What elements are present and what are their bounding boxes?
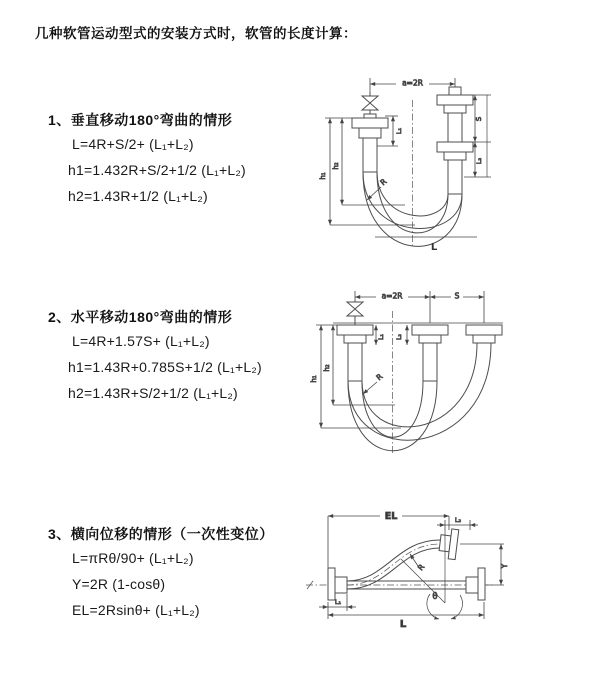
diagram-lateral-displacement (298, 498, 600, 630)
dimension-L1 (319, 594, 356, 611)
dimension-a-2R (355, 291, 430, 323)
hose-curves (348, 343, 491, 451)
dim-label-theta: θ (432, 592, 438, 602)
dim-label-R: R (378, 176, 389, 188)
section-3-heading: 3、横向位移的情形（一次性变位） (48, 526, 274, 542)
dim-label-R: R (374, 371, 385, 383)
dim-label-a2R: a=2R (402, 78, 423, 88)
moved-flange-fitting (466, 325, 502, 343)
dim-label-L1: L₁ (334, 598, 342, 606)
section-2-heading: 2、水平移动180°弯曲的情形 (48, 309, 233, 325)
dim-label-h1: h₁ (310, 375, 318, 383)
dim-label-L2: L₂ (475, 157, 483, 165)
dimension-a-2R (370, 78, 455, 92)
dimension-L1 (376, 325, 385, 345)
right-flange-fitting (437, 87, 473, 194)
dimension-L2 (475, 95, 487, 177)
section-2-formula-L: L=4R+1.57S+ (L₁+L₂) (72, 333, 210, 349)
valve-icon (347, 300, 363, 325)
page-title: 几种软管运动型式的安装方式时，软管的长度计算： (35, 26, 357, 41)
section-1-formula-h1: h1=1.432R+S/2+1/2 (L₁+L₂) (68, 162, 246, 178)
dim-label-L2: L₂ (454, 516, 462, 524)
dimension-EL (328, 509, 449, 568)
dim-label-h2: h₂ (323, 364, 331, 372)
right-flange-fitting (466, 568, 485, 600)
radius-leader (363, 372, 384, 394)
dim-label-L: L (399, 619, 407, 630)
dim-label-h2: h₂ (332, 162, 340, 170)
dim-label-R: R (415, 562, 427, 573)
valve-icon (362, 92, 378, 114)
radius-leader (410, 554, 426, 572)
dim-label-S: S (454, 291, 460, 301)
section-3-formula-EL: EL=2Rsinθ+ (L₁+L₂) (72, 602, 200, 618)
dim-label-L1: L₁ (378, 334, 385, 340)
dimension-L2 (396, 325, 407, 345)
dimension-L (328, 602, 484, 630)
dimension-L2 (437, 516, 478, 530)
dim-label-L1: L₁ (395, 127, 403, 135)
dim-label-L: L (430, 242, 438, 253)
dim-label-S: S (475, 116, 483, 122)
left-flange-fitting (328, 568, 347, 600)
left-flange-fitting (337, 325, 373, 381)
section-2-formula-h1: h1=1.43R+0.785S+1/2 (L₁+L₂) (68, 359, 262, 375)
upper-flange-fitting (438, 528, 459, 560)
section-3-formula-Y: Y=2R (1-cosθ) (72, 576, 166, 592)
dim-label-L2: L₂ (396, 334, 403, 340)
section-1-formula-h2: h2=1.43R+1/2 (L₁+L₂) (68, 188, 208, 204)
dim-label-h1: h₁ (319, 172, 327, 180)
section-2-formula-h2: h2=1.43R+S/2+1/2 (L₁+L₂) (68, 385, 238, 401)
radius-leader (367, 177, 388, 200)
section-3-formula-L: L=πRθ/90+ (L₁+L₂) (72, 550, 194, 566)
section-1-heading: 1、垂直移动180°弯曲的情形 (48, 112, 233, 128)
dim-label-Y: Y (500, 563, 509, 569)
diagram-vertical-180-bend (305, 70, 570, 255)
diagram-horizontal-180-bend (303, 283, 588, 460)
dimension-S (430, 291, 484, 323)
dimension-L-bottom (375, 237, 477, 253)
middle-flange-fitting (412, 325, 448, 381)
dim-label-a2R: a=2R (381, 291, 403, 301)
left-flange-fitting (352, 114, 388, 172)
section-1-formula-L: L=4R+S/2+ (L₁+L₂) (72, 136, 194, 152)
dim-label-EL: EL (384, 511, 398, 522)
